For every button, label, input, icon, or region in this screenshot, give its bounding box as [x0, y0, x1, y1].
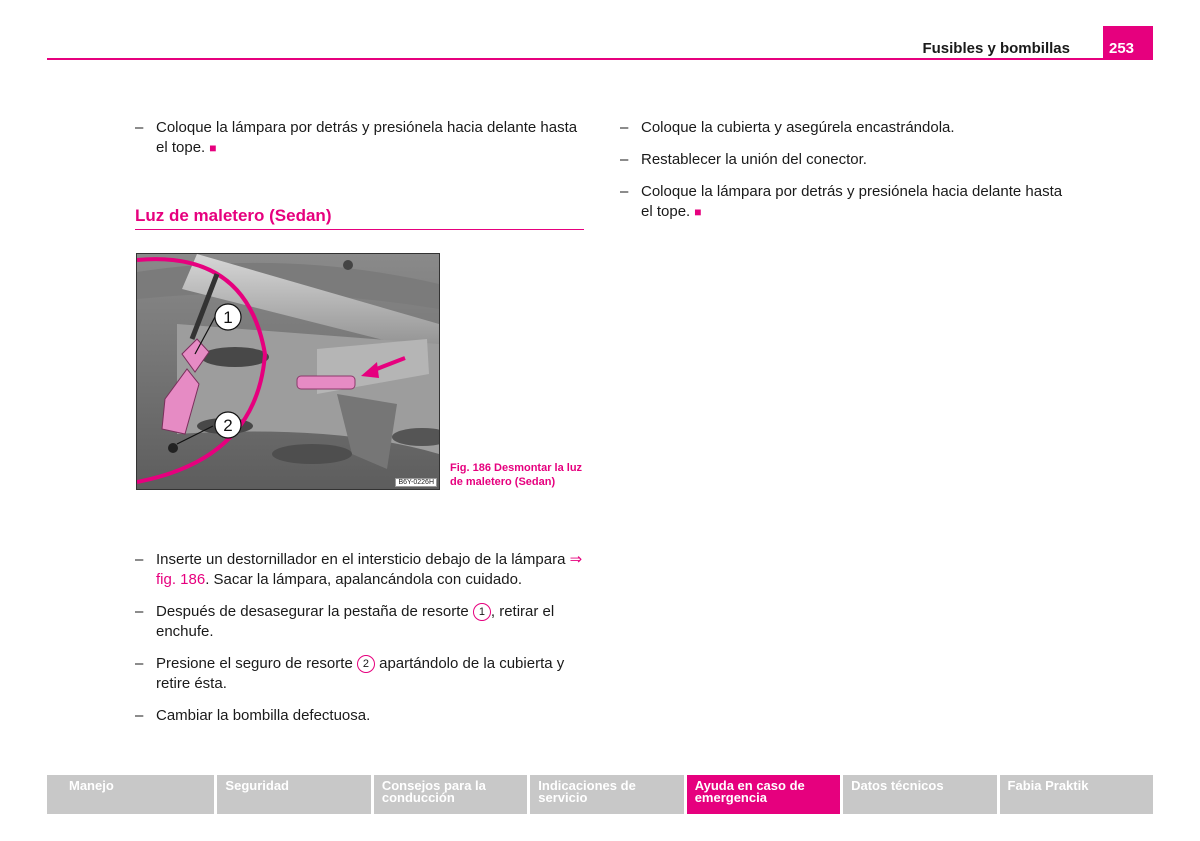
- trunk-light-drawing: [137, 254, 439, 489]
- page-number-badge: 253: [1103, 26, 1153, 60]
- step-text: Después de desasegurar la pestaña de resorte: [156, 603, 473, 620]
- step-text: apartándolo de la cubierta y retire ésta.: [156, 655, 565, 692]
- step-text: Presione el seguro de resorte: [156, 655, 357, 672]
- step-text: Coloque la cubierta y asegúrela encastrándola.: [641, 119, 955, 136]
- step-dash: –: [135, 119, 144, 136]
- step-item: [135, 550, 585, 590]
- step-dash: –: [620, 151, 629, 168]
- end-square-icon: ■: [694, 205, 702, 219]
- end-square-icon: ■: [209, 141, 217, 155]
- step-dash: –: [620, 119, 629, 136]
- step-text: , retirar el enchufe.: [156, 603, 555, 640]
- nav-tab-consejos[interactable]: Consejos para la conducción: [374, 775, 527, 814]
- left-top-steps: [135, 118, 585, 170]
- step-item: [135, 706, 585, 726]
- step-text: . Sacar la lámpara, apalancándola con cuidado.: [205, 571, 523, 588]
- step-item: [135, 118, 585, 158]
- step-item: [620, 182, 1070, 222]
- step-dash: –: [135, 603, 144, 620]
- step-text: Coloque la lámpara por detrás y presiónela hacia delante hasta el tope.: [641, 183, 1063, 220]
- figure-link[interactable]: ⇒ fig. 186: [156, 551, 583, 588]
- nav-tab-manejo[interactable]: Manejo: [47, 775, 214, 814]
- section-heading: Luz de maletero (Sedan): [135, 206, 584, 230]
- step-item: [135, 654, 585, 694]
- callout-2-label: 2: [223, 416, 233, 435]
- step-dash: –: [135, 655, 144, 672]
- step-text: Restablecer la unión del conector.: [641, 151, 867, 168]
- step-item: [620, 118, 1070, 138]
- nav-tab-indicaciones[interactable]: Indicaciones de servicio: [530, 775, 683, 814]
- callout-1-label: 1: [223, 308, 233, 327]
- callout-2-badge: 2: [357, 655, 375, 673]
- chapter-nav: [47, 775, 1153, 814]
- trunk-light-illustration: [136, 253, 440, 490]
- step-item: [135, 602, 585, 642]
- nav-tab-ayuda[interactable]: Ayuda en caso de emergencia: [687, 775, 840, 814]
- procedure-steps: [135, 550, 585, 738]
- step-dash: –: [620, 183, 629, 200]
- figure-code: B6Y-0226H: [395, 478, 437, 487]
- step-text: Cambiar la bombilla defectuosa.: [156, 707, 371, 724]
- step-item: [620, 150, 1070, 170]
- figure-caption: Fig. 186 Desmontar la luz de maletero (Sedan): [450, 462, 583, 488]
- step-dash: –: [135, 551, 144, 568]
- step-text: Inserte un destornillador en el intersticio debajo de la lámpara: [156, 551, 570, 568]
- nav-tab-seguridad[interactable]: Seguridad: [217, 775, 370, 814]
- step-dash: –: [135, 707, 144, 724]
- header-rule: [47, 58, 1153, 60]
- nav-tab-fabia-praktik[interactable]: Fabia Praktik: [1000, 775, 1153, 814]
- callout-1-badge: 1: [473, 603, 491, 621]
- nav-tab-datos[interactable]: Datos técnicos: [843, 775, 996, 814]
- header-title: Fusibles y bombillas: [922, 40, 1070, 57]
- step-text: Coloque la lámpara por detrás y presiónela hacia delante hasta el tope.: [156, 119, 578, 156]
- right-steps: [620, 118, 1070, 234]
